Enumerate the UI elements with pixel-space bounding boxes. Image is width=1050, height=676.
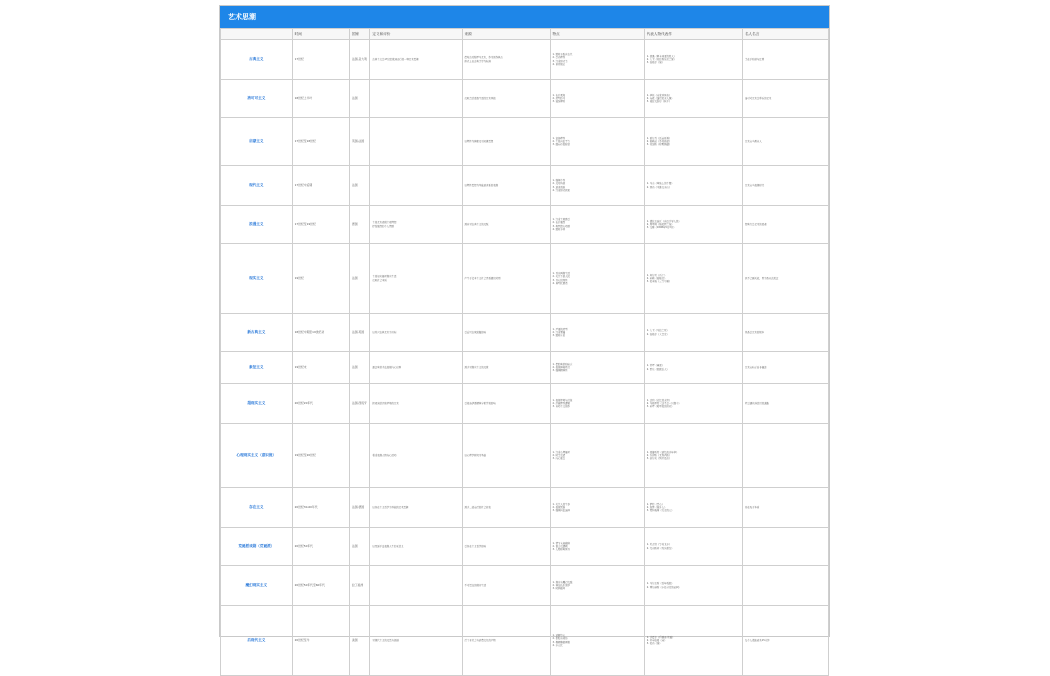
- time-cell: 17世纪至18世纪: [292, 118, 349, 166]
- table-row: [221, 206, 829, 244]
- features-cell: [550, 166, 644, 206]
- time-cell: 17世纪至19世纪: [292, 206, 349, 244]
- country-cell: 法国: [349, 166, 369, 206]
- header-row: [221, 29, 829, 40]
- source-cell: [462, 314, 550, 352]
- country-cell: 法国: [349, 352, 369, 384]
- works-line: 1. 莫罗《幽灵》: [646, 364, 665, 368]
- features-cell: [550, 40, 644, 80]
- table-row: [221, 424, 829, 488]
- features-line: 4. 注重形式探索: [552, 188, 570, 192]
- definition-cell: [370, 206, 462, 244]
- quote-line: 想象力是艺术的灵魂: [744, 222, 767, 226]
- quote-line: 每个人都能成名15分钟: [744, 638, 770, 642]
- works-cell: [644, 80, 742, 118]
- school-name-cell: 新古典主义: [221, 314, 293, 352]
- definition-line: 以复兴古典艺术为目标: [372, 330, 397, 334]
- features-line: 2. 注重素描: [552, 330, 566, 334]
- works-cell: [644, 384, 742, 424]
- table-row: [221, 166, 829, 206]
- works-line: 3. 杜尚《泉》: [646, 642, 662, 646]
- quote-line: 艺术应当教育人: [744, 139, 762, 143]
- country-cell: 英国-法国: [349, 118, 369, 166]
- features-cell: [550, 606, 644, 676]
- works-line: 3. 安格尔《泉》: [646, 61, 665, 65]
- definition-line: 抒发强烈的个人情感: [372, 224, 394, 228]
- features-line: 2. 语言反逻辑: [552, 544, 568, 548]
- works-line: 1. 库尔贝《石工》: [646, 273, 667, 277]
- features-line: 3. 强调精神性: [552, 369, 568, 373]
- works-line: 3. 戈雅《1808年5月3日》: [646, 226, 676, 230]
- works-line: 1. 沃霍尔《玛丽莲·梦露》: [646, 635, 675, 639]
- works-line: 3. 贾科梅蒂《行走的人》: [646, 509, 674, 513]
- works-cell: [644, 606, 742, 676]
- features-line: 3. 注重形式美: [552, 59, 568, 63]
- features-line: 2. 色彩强烈: [552, 221, 566, 225]
- features-cell: [550, 80, 644, 118]
- works-line: 1. 达利《记忆的永恒》: [646, 398, 672, 402]
- table-row: [221, 40, 829, 80]
- table-row: [221, 566, 829, 606]
- works-line: 2. 布歇《蓬巴杜夫人像》: [646, 96, 674, 100]
- works-line: 1. 普鲁斯特《追忆似水年华》: [646, 450, 679, 454]
- features-line: 3. 追求创新: [552, 185, 566, 189]
- school-name-cell: 魔幻现实主义: [221, 566, 293, 606]
- features-line: 1. 色彩柔和: [552, 93, 566, 97]
- column-header: 来源: [462, 29, 550, 40]
- features-line: 2. 造型纤巧: [552, 96, 566, 100]
- works-cell: [644, 352, 742, 384]
- source-line: 后工业社会与消费文化的产物: [464, 638, 496, 642]
- definition-cell: [370, 528, 462, 566]
- definition-cell: [370, 352, 462, 384]
- source-line: 源自对古典主义的反叛: [464, 222, 489, 226]
- column-header: 时间: [292, 29, 349, 40]
- works-line: 3. 伍尔夫《到灯塔去》: [646, 457, 672, 461]
- definition-line: 对现代主义的反思与超越: [372, 638, 399, 642]
- school-name-cell: 浪漫主义: [221, 206, 293, 244]
- definition-cell: [370, 606, 462, 676]
- features-line: 2. 反对传统: [552, 182, 566, 186]
- features-line: 1. 严谨的造型: [552, 327, 568, 331]
- table-row: [221, 606, 829, 676]
- school-name-cell: 荒诞派戏剧（荒诞派）: [221, 528, 293, 566]
- features-line: 1. 借助象征和暗示: [552, 362, 573, 366]
- school-name-cell: 象征主义: [221, 352, 293, 384]
- definition-line: 古典主义是17世纪欧洲盛行的一种艺术思潮: [372, 57, 419, 61]
- works-line: 1. 马尔克斯《百年孤独》: [646, 582, 674, 586]
- works-line: 2. 格勒兹《乡村新娘》: [646, 139, 672, 143]
- works-line: 2. 乔伊斯《尤利西斯》: [646, 453, 672, 457]
- features-line: 1. 情节支离破碎: [552, 541, 570, 545]
- sheet-title: 艺术思潮: [220, 6, 829, 28]
- source-cell: [462, 384, 550, 424]
- definition-line: 主张艺术表现主观理想: [372, 221, 397, 225]
- time-cell: 18世纪中期至19世纪初: [292, 314, 349, 352]
- definition-line: 探索潜意识和梦境的艺术: [372, 401, 399, 405]
- features-line: 3. 装饰繁复: [552, 100, 566, 104]
- definition-cell: [370, 566, 462, 606]
- works-line: 1. 大卫《马拉之死》: [646, 329, 669, 333]
- source-cell: [462, 206, 550, 244]
- works-line: 3. 荷加斯《时髦婚姻》: [646, 143, 672, 147]
- features-cell: [550, 566, 644, 606]
- works-line: 2. 劳申伯格《床》: [646, 638, 667, 642]
- works-line: 1. 马奈《草地上的午餐》: [646, 182, 674, 186]
- quote-cell: [742, 606, 828, 676]
- quote-cell: [742, 40, 828, 80]
- country-cell: 美国: [349, 606, 369, 676]
- time-cell: 20世纪至今: [292, 606, 349, 676]
- quote-line: 洛可可艺术是享乐的艺术: [744, 96, 772, 100]
- definition-cell: [370, 40, 462, 80]
- quote-cell: [742, 118, 828, 166]
- works-cell: [644, 166, 742, 206]
- works-line: 2. 塞尚《圣维克多山》: [646, 185, 672, 189]
- quote-cell: [742, 488, 828, 528]
- column-header: [221, 29, 293, 40]
- features-line: 1. 关注人的生存: [552, 502, 570, 506]
- features-line: 2. 神话色彩浓厚: [552, 583, 570, 587]
- works-cell: [644, 206, 742, 244]
- definition-line: 反映社会本质: [372, 278, 387, 282]
- definition-line: 以存在主义哲学为基础的艺术思潮: [372, 505, 409, 509]
- works-cell: [644, 244, 742, 314]
- features-line: 4. 多元化: [552, 643, 563, 647]
- works-cell: [644, 488, 742, 528]
- features-line: 2. 表现荒诞: [552, 505, 566, 509]
- source-cell: [462, 424, 550, 488]
- definition-cell: [370, 488, 462, 528]
- country-cell: 法国-意大利: [349, 40, 369, 80]
- quote-line: 艺术应当表现时代: [744, 183, 765, 187]
- features-line: 3. 时间循环: [552, 587, 566, 591]
- school-name-cell: 现实主义: [221, 244, 293, 314]
- column-header: 名人名言: [742, 29, 828, 40]
- quote-cell: [742, 566, 828, 606]
- features-line: 3. 具有批判性: [552, 278, 568, 282]
- features-line: 1. 宣扬理性: [552, 136, 566, 140]
- works-line: 2. 安格尔《大宫女》: [646, 332, 669, 336]
- source-line: 借鉴古希腊罗马艺术，作为创作典范: [464, 56, 503, 60]
- school-name-cell: 存在主义: [221, 488, 293, 528]
- works-cell: [644, 528, 742, 566]
- works-line: 1. 贝克特《等待戈多》: [646, 543, 672, 547]
- source-line: 不可思议的现实生活: [464, 583, 487, 587]
- features-line: 1. 现实与魔幻交融: [552, 580, 573, 584]
- features-line: 3. 自动主义创作: [552, 405, 570, 409]
- school-name-cell: 现代主义: [221, 166, 293, 206]
- quote-line: 梦是通往潜意识的道路: [744, 401, 769, 405]
- works-line: 3. 米罗《哈里昆的狂欢》: [646, 405, 674, 409]
- definition-cell: [370, 314, 462, 352]
- quote-line: 线条是艺术的根本: [744, 330, 765, 334]
- definition-cell: [370, 244, 462, 314]
- school-name-cell: 后现代主义: [221, 606, 293, 676]
- source-line: 反映宫廷贵族生活的艺术风格: [464, 96, 496, 100]
- source-line: 形式上以古典美学为标准: [464, 59, 491, 63]
- features-cell: [550, 314, 644, 352]
- features-cell: [550, 118, 644, 166]
- features-line: 3. 题材庄重: [552, 334, 566, 338]
- works-line: 2. 雷东《独眼巨人》: [646, 367, 669, 371]
- school-name-cell: 心理现实主义（意识流）: [221, 424, 293, 488]
- column-header: 国家: [349, 29, 369, 40]
- features-cell: [550, 488, 644, 528]
- quote-line: 存在先于本质: [744, 505, 760, 509]
- time-cell: 18世纪上半叶: [292, 80, 349, 118]
- quote-line: 美在于和谐与比例: [744, 57, 765, 61]
- quote-cell: [742, 314, 828, 352]
- features-line: 3. 内心独白: [552, 457, 566, 461]
- country-cell: [349, 424, 369, 488]
- quote-cell: [742, 424, 828, 488]
- source-cell: [462, 352, 550, 384]
- school-name-cell: 古典主义: [221, 40, 293, 80]
- column-header: 特点: [550, 29, 644, 40]
- works-cell: [644, 566, 742, 606]
- features-line: 4. 题材多样: [552, 227, 566, 231]
- country-cell: 法国-英国: [349, 314, 369, 352]
- quote-cell: [742, 352, 828, 384]
- table-row: [221, 488, 829, 528]
- quote-line: 艺术应暗示而非描述: [744, 365, 767, 369]
- source-cell: [462, 166, 550, 206]
- features-line: 2. 崇尚理性: [552, 56, 566, 60]
- source-line: 产生于资本主义社会矛盾激化时期: [464, 276, 501, 280]
- features-line: 3. 构图富有动感: [552, 224, 570, 228]
- source-line: 以理性为旗帜反对封建思想: [464, 139, 494, 143]
- works-line: 2. 马格里特《这不是一只烟斗》: [646, 401, 681, 405]
- definition-cell: [370, 424, 462, 488]
- definition-cell: [370, 166, 462, 206]
- works-cell: [644, 40, 742, 80]
- features-line: 1. 强调个性: [552, 179, 566, 183]
- features-line: 2. 打破理性逻辑: [552, 401, 570, 405]
- source-cell: [462, 118, 550, 166]
- country-cell: 法国: [349, 244, 369, 314]
- features-line: 2. 关注下层人民: [552, 275, 570, 279]
- features-line: 1. 消解中心: [552, 634, 566, 638]
- works-cell: [644, 118, 742, 166]
- definition-line: 以荒诞手法表现人生的无意义: [372, 544, 404, 548]
- definition-line: 通过象征手法表现内心世界: [372, 365, 402, 369]
- country-cell: 德国: [349, 206, 369, 244]
- school-name-cell: 超现实主义: [221, 384, 293, 424]
- country-cell: 法国: [349, 80, 369, 118]
- works-line: 2. 加缪《局外人》: [646, 505, 667, 509]
- time-cell: 20世纪20年代: [292, 384, 349, 424]
- works-line: 2. 尤内斯库《秃头歌女》: [646, 546, 674, 550]
- features-line: 3. 模糊雅俗界限: [552, 640, 570, 644]
- source-cell: [462, 244, 550, 314]
- definition-cell: [370, 80, 462, 118]
- source-line: 受存在主义哲学影响: [464, 544, 487, 548]
- time-cell: 19世纪末: [292, 352, 349, 384]
- features-cell: [550, 528, 644, 566]
- time-cell: 17世纪中后期: [292, 166, 349, 206]
- time-cell: 17世纪: [292, 40, 349, 80]
- source-line: 以理性思想为基础追求新的表现: [464, 183, 498, 187]
- table-row: [221, 314, 829, 352]
- works-line: 3. 弗拉戈纳尔《秋千》: [646, 100, 672, 104]
- quote-cell: [742, 166, 828, 206]
- features-line: 3. 人物形象怪异: [552, 548, 570, 552]
- features-line: 2. 表现神秘梦幻: [552, 365, 570, 369]
- source-cell: [462, 40, 550, 80]
- quote-line: 我不会画天使，因为我从没见过: [744, 276, 779, 280]
- works-line: 2. 席里柯《梅杜萨之筏》: [646, 222, 674, 226]
- features-cell: [550, 244, 644, 314]
- table-row: [221, 118, 829, 166]
- column-header: 定义和评价: [370, 29, 462, 40]
- country-cell: 拉丁美洲: [349, 566, 369, 606]
- works-line: 2. 米勒《拾穗者》: [646, 276, 667, 280]
- features-line: 1. 注重主观感受: [552, 218, 570, 222]
- features-line: 4. 典型化塑造: [552, 281, 568, 285]
- features-line: 3. 强调自由选择: [552, 509, 570, 513]
- features-cell: [550, 384, 644, 424]
- features-line: 4. 讲究规范: [552, 62, 566, 66]
- source-line: 源于二战前后的社会危机: [464, 505, 491, 509]
- definition-cell: [370, 384, 462, 424]
- works-line: 1. 华托《舟发西苔岛》: [646, 93, 672, 97]
- source-line: 源于对现实主义的反拨: [464, 365, 489, 369]
- features-line: 1. 真实再现生活: [552, 272, 570, 276]
- works-line: 1. 夏尔丹《饭前祈祷》: [646, 136, 672, 140]
- works-line: 2. 博尔赫斯《小径分岔的花园》: [646, 585, 681, 589]
- source-cell: [462, 566, 550, 606]
- table-row: [221, 384, 829, 424]
- works-line: 3. 杜米埃《三等车厢》: [646, 280, 672, 284]
- source-line: 以心理学研究为基础: [464, 453, 487, 457]
- features-line: 1. 注重心理描写: [552, 450, 570, 454]
- art-movements-table: [220, 28, 829, 676]
- country-cell: 法国-西班牙: [349, 384, 369, 424]
- definition-line: 着重表现人物内心活动: [372, 453, 397, 457]
- time-cell: 19世纪至20世纪: [292, 424, 349, 488]
- school-name-cell: 洛可可主义: [221, 80, 293, 118]
- works-line: 2. 大卫《荷拉斯兄弟之誓》: [646, 57, 677, 61]
- works-line: 1. 普桑《阿卡迪亚的牧人》: [646, 54, 677, 58]
- source-line: 受弗洛伊德精神分析学说影响: [464, 401, 496, 405]
- table-body: [221, 40, 829, 676]
- features-line: 2. 拼贴与戏仿: [552, 637, 568, 641]
- country-cell: 法国-德国: [349, 488, 369, 528]
- definition-line: 主张如实描写现实生活: [372, 275, 397, 279]
- time-cell: 19世纪: [292, 244, 349, 314]
- quote-cell: [742, 244, 828, 314]
- quote-cell: [742, 206, 828, 244]
- features-cell: [550, 424, 644, 488]
- source-cell: [462, 528, 550, 566]
- features-line: 1. 表现梦境与幻觉: [552, 398, 573, 402]
- source-line: 受庞贝古城发掘影响: [464, 330, 487, 334]
- works-line: 1. 萨特《恶心》: [646, 502, 665, 506]
- table-row: [221, 352, 829, 384]
- time-cell: 20世纪50年代: [292, 528, 349, 566]
- quote-cell: [742, 384, 828, 424]
- column-header: 代表人物代表作: [644, 29, 742, 40]
- spreadsheet-sheet: [219, 5, 830, 647]
- table-row: [221, 80, 829, 118]
- time-cell: 20世纪50年代至60年代: [292, 566, 349, 606]
- source-cell: [462, 606, 550, 676]
- works-cell: [644, 424, 742, 488]
- country-cell: 法国: [349, 528, 369, 566]
- features-line: 3. 面向市民阶层: [552, 143, 570, 147]
- works-cell: [644, 314, 742, 352]
- table-row: [221, 528, 829, 566]
- table-row: [221, 244, 829, 314]
- time-cell: 20世纪30-60年代: [292, 488, 349, 528]
- source-cell: [462, 80, 550, 118]
- source-cell: [462, 488, 550, 528]
- features-line: 1. 题材多取自古代: [552, 53, 573, 57]
- features-cell: [550, 352, 644, 384]
- features-line: 2. 时空交错: [552, 453, 566, 457]
- features-cell: [550, 206, 644, 244]
- school-name-cell: 启蒙主义: [221, 118, 293, 166]
- works-line: 1. 德拉克洛瓦《自由引导人民》: [646, 219, 681, 223]
- quote-cell: [742, 80, 828, 118]
- quote-cell: [742, 528, 828, 566]
- features-line: 2. 主张自由平等: [552, 139, 570, 143]
- definition-cell: [370, 118, 462, 166]
